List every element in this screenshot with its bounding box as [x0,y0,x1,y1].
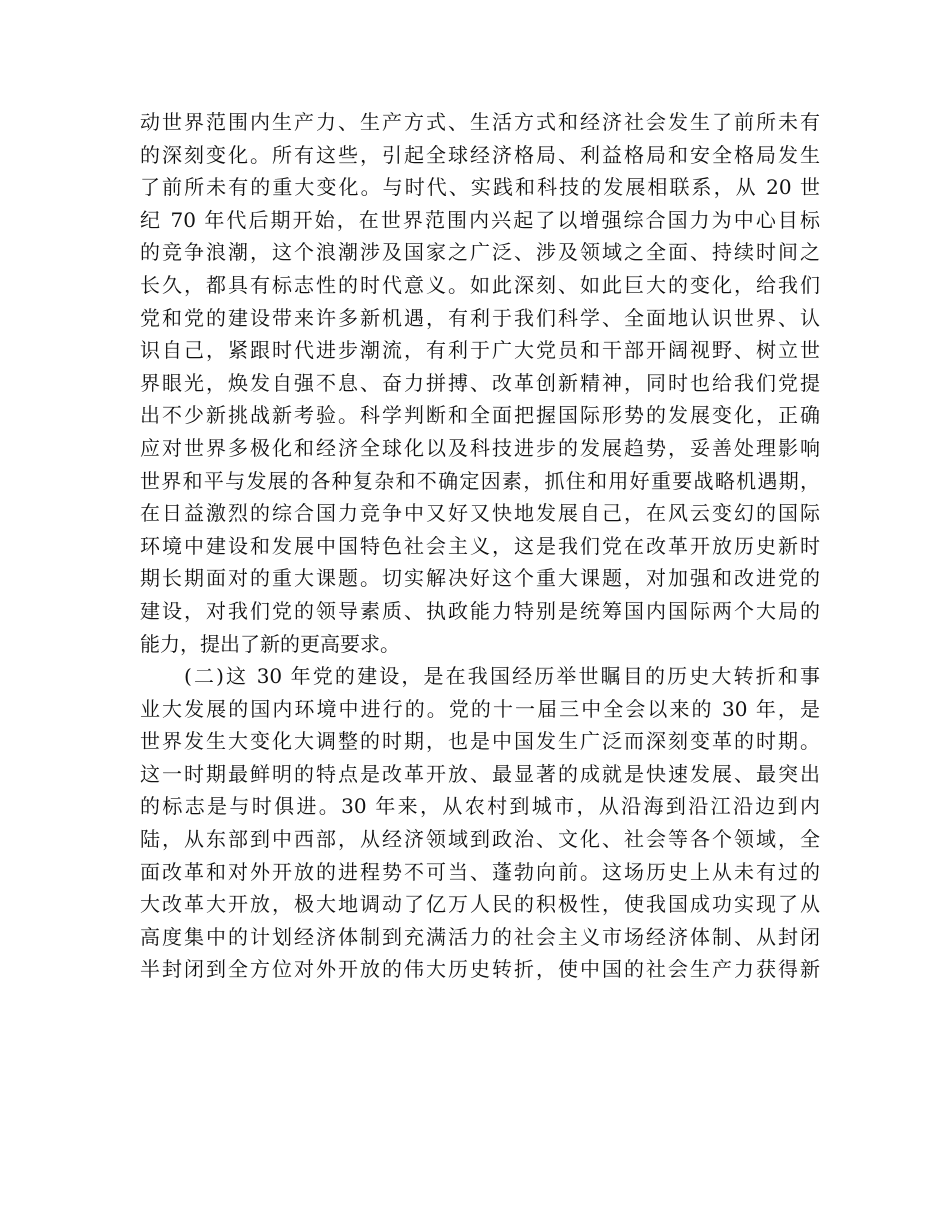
text-line: 党和党的建设带来许多新机遇，有利于我们科学、全面地认识世界、认 [140,305,820,330]
text-line: 的竞争浪潮，这个浪潮涉及国家之广泛、涉及领域之全面、持续时间之 [140,240,820,265]
text-line: 在日益激烈的综合国力竞争中又好又快地发展自己，在风云变幻的国际 [140,501,820,526]
text-line: 识自己，紧跟时代进步潮流，有利于广大党员和干部开阔视野、树立世 [140,338,820,363]
document-body [140,106,820,986]
text-line: 的深刻变化。所有这些，引起全球经济格局、利益格局和安全格局发生 [140,142,820,167]
text-line: 世界发生大变化大调整的时期，也是中国发生广泛而深刻变革的时期。 [140,729,820,754]
text-line: 能力，提出了新的更高要求。 [140,631,400,656]
text-line: 半封闭到全方位对外开放的伟大历史转折，使中国的社会生产力获得新 [140,957,820,982]
text-line: 陆，从东部到中西部，从经济领域到政治、文化、社会等各个领域，全 [140,827,820,852]
text-line: 建设，对我们党的领导素质、执政能力特别是统筹国内国际两个大局的 [140,598,820,623]
text-line: 世界和平与发展的各种复杂和不确定因素，抓住和用好重要战略机遇期， [140,468,820,493]
text-line: 这一时期最鲜明的特点是改革开放、最显著的成就是快速发展、最突出 [140,761,820,786]
paragraph-1 [140,106,820,660]
text-line: 动世界范围内生产力、生产方式、生活方式和经济社会发生了前所未有 [140,110,820,134]
text-line: 纪 70 年代后期开始，在世界范围内兴起了以增强综合国力为中心目标 [140,207,820,232]
text-line: 应对世界多极化和经济全球化以及科技进步的发展趋势，妥善处理影响 [140,435,820,460]
text-line: 高度集中的计划经济体制到充满活力的社会主义市场经济体制、从封闭 [140,924,820,949]
text-line: 长久，都具有标志性的时代意义。如此深刻、如此巨大的变化，给我们 [140,272,820,297]
text-line: 出不少新挑战新考验。科学判断和全面把握国际形势的发展变化，正确 [140,403,820,428]
text-line: 界眼光，焕发自强不息、奋力拼搏、改革创新精神，同时也给我们党提 [140,370,820,395]
text-line: 大改革大开放，极大地调动了亿万人民的积极性，使我国成功实现了从 [140,892,820,917]
paragraph-2 [140,660,820,986]
text-line: 业大发展的国内环境中进行的。党的十一届三中全会以来的 30 年，是 [140,696,820,721]
text-line: 面改革和对外开放的进程势不可当、蓬勃向前。这场历史上从未有过的 [140,859,820,884]
text-line: 期长期面对的重大课题。切实解决好这个重大课题，对加强和改进党的 [140,566,820,591]
text-line: (二)这 30 年党的建设，是在我国经历举世瞩目的历史大转折和事 [184,664,820,689]
text-line: 了前所未有的重大变化。与时代、实践和科技的发展相联系，从 20 世 [140,175,820,200]
text-line: 的标志是与时俱进。30 年来，从农村到城市，从沿海到沿江沿边到内 [140,794,820,819]
text-line: 环境中建设和发展中国特色社会主义，这是我们党在改革开放历史新时 [140,533,820,558]
